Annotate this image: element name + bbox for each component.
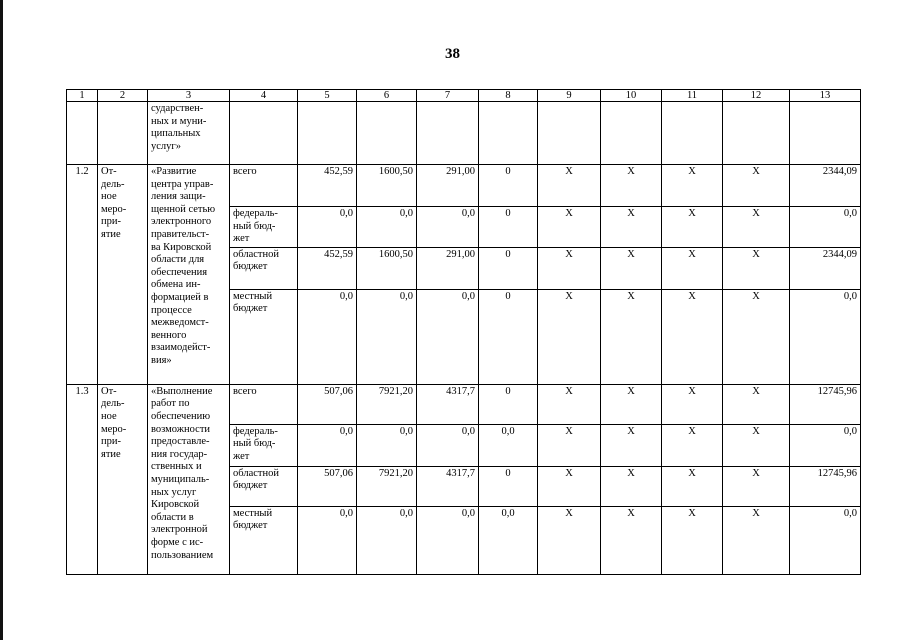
total-cell: 0,0 — [790, 289, 861, 384]
value-cell: X — [723, 384, 790, 424]
value-cell: X — [601, 424, 662, 466]
funding-source: федераль- ный бюд- жет — [230, 424, 298, 466]
value-cell: 0 — [479, 165, 538, 207]
value-cell: X — [601, 247, 662, 289]
value-cell: 4317,7 — [417, 384, 479, 424]
column-header: 7 — [417, 90, 479, 102]
value-cell: X — [723, 207, 790, 248]
funding-source: федераль- ный бюд- жет — [230, 207, 298, 248]
item-name: «Выполнение работ по обеспечению возможности предоставле- ния государ- ственных и муниципаль- ных услуг Кировской области в электронной форме с ис- пользованием — [148, 384, 230, 574]
value-cell: X — [723, 506, 790, 574]
item-number: 1.3 — [67, 384, 98, 574]
value-cell: X — [538, 424, 601, 466]
value-cell: X — [662, 424, 723, 466]
total-cell: 0,0 — [790, 506, 861, 574]
table-row — [67, 384, 861, 424]
item-number: 1.2 — [67, 165, 98, 385]
value-cell: X — [662, 466, 723, 506]
value-cell: X — [601, 506, 662, 574]
value-cell: 0 — [479, 247, 538, 289]
value-cell: X — [538, 247, 601, 289]
value-cell: 1600,50 — [357, 247, 417, 289]
total-cell: 12745,96 — [790, 384, 861, 424]
value-cell: X — [538, 384, 601, 424]
value-cell: X — [662, 207, 723, 248]
value-cell: X — [538, 289, 601, 384]
total-cell: 12745,96 — [790, 466, 861, 506]
value-cell: X — [538, 207, 601, 248]
total-cell: 2344,09 — [790, 247, 861, 289]
funding-source: областной бюджет — [230, 247, 298, 289]
value-cell: X — [723, 247, 790, 289]
total-cell: 0,0 — [790, 207, 861, 248]
column-header: 11 — [662, 90, 723, 102]
funding-source: местный бюджет — [230, 289, 298, 384]
value-cell: 0 — [479, 207, 538, 248]
value-cell: 452,59 — [298, 165, 357, 207]
value-cell: 0,0 — [357, 506, 417, 574]
value-cell: 507,06 — [298, 466, 357, 506]
value-cell: 0,0 — [357, 424, 417, 466]
value-cell: 507,06 — [298, 384, 357, 424]
continuation-row — [67, 102, 861, 165]
value-cell: 0,0 — [417, 506, 479, 574]
value-cell: X — [723, 424, 790, 466]
value-cell: X — [662, 165, 723, 207]
value-cell: 291,00 — [417, 247, 479, 289]
scan-edge-bar — [0, 0, 3, 640]
value-cell: X — [723, 466, 790, 506]
value-cell: 0,0 — [357, 207, 417, 248]
column-header: 4 — [230, 90, 298, 102]
value-cell: X — [662, 384, 723, 424]
value-cell: 0,0 — [417, 424, 479, 466]
item-kind: От- дель- ное меро- при- ятие — [98, 165, 148, 385]
funding-source: всего — [230, 165, 298, 207]
value-cell: X — [601, 384, 662, 424]
column-header: 6 — [357, 90, 417, 102]
value-cell: 452,59 — [298, 247, 357, 289]
item-kind: От- дель- ное меро- при- ятие — [98, 384, 148, 574]
item-name: «Развитие центра управ- ления защи- щенной сетью электронного правительст- ва Кировской области для обеспечения обмена ин- формацией в процессе межведомст- венного взаимодейст- вия» — [148, 165, 230, 385]
value-cell: 0,0 — [298, 506, 357, 574]
budget-table — [66, 89, 861, 575]
column-header: 2 — [98, 90, 148, 102]
column-header: 3 — [148, 90, 230, 102]
column-header: 8 — [479, 90, 538, 102]
value-cell: X — [601, 207, 662, 248]
value-cell: 0,0 — [357, 289, 417, 384]
column-header: 10 — [601, 90, 662, 102]
value-cell: 0,0 — [417, 289, 479, 384]
value-cell: 0,0 — [298, 424, 357, 466]
total-cell: 2344,09 — [790, 165, 861, 207]
value-cell: 7921,20 — [357, 466, 417, 506]
column-header: 1 — [67, 90, 98, 102]
funding-source: всего — [230, 384, 298, 424]
value-cell: X — [662, 289, 723, 384]
value-cell: X — [601, 466, 662, 506]
total-cell: 0,0 — [790, 424, 861, 466]
column-header: 12 — [723, 90, 790, 102]
value-cell: 0,0 — [298, 289, 357, 384]
value-cell: 1600,50 — [357, 165, 417, 207]
value-cell: X — [538, 165, 601, 207]
value-cell: X — [538, 466, 601, 506]
value-cell: 0,0 — [479, 506, 538, 574]
value-cell: 0,0 — [479, 424, 538, 466]
value-cell: X — [662, 247, 723, 289]
value-cell: 0,0 — [298, 207, 357, 248]
funding-source: областной бюджет — [230, 466, 298, 506]
value-cell: 7921,20 — [357, 384, 417, 424]
funding-source: местный бюджет — [230, 506, 298, 574]
column-header: 9 — [538, 90, 601, 102]
value-cell: 0 — [479, 466, 538, 506]
page-number: 38 — [445, 46, 460, 62]
value-cell: 0 — [479, 384, 538, 424]
value-cell: X — [601, 165, 662, 207]
value-cell: 291,00 — [417, 165, 479, 207]
table-row — [67, 165, 861, 207]
value-cell: 4317,7 — [417, 466, 479, 506]
value-cell: X — [723, 165, 790, 207]
column-header: 13 — [790, 90, 861, 102]
value-cell: 0,0 — [417, 207, 479, 248]
value-cell: X — [601, 289, 662, 384]
continuation-text: сударствен- ных и муни- ципальных услуг» — [148, 102, 230, 165]
column-header: 5 — [298, 90, 357, 102]
value-cell: X — [723, 289, 790, 384]
header-row — [67, 90, 861, 102]
value-cell: X — [662, 506, 723, 574]
value-cell: X — [538, 506, 601, 574]
value-cell: 0 — [479, 289, 538, 384]
